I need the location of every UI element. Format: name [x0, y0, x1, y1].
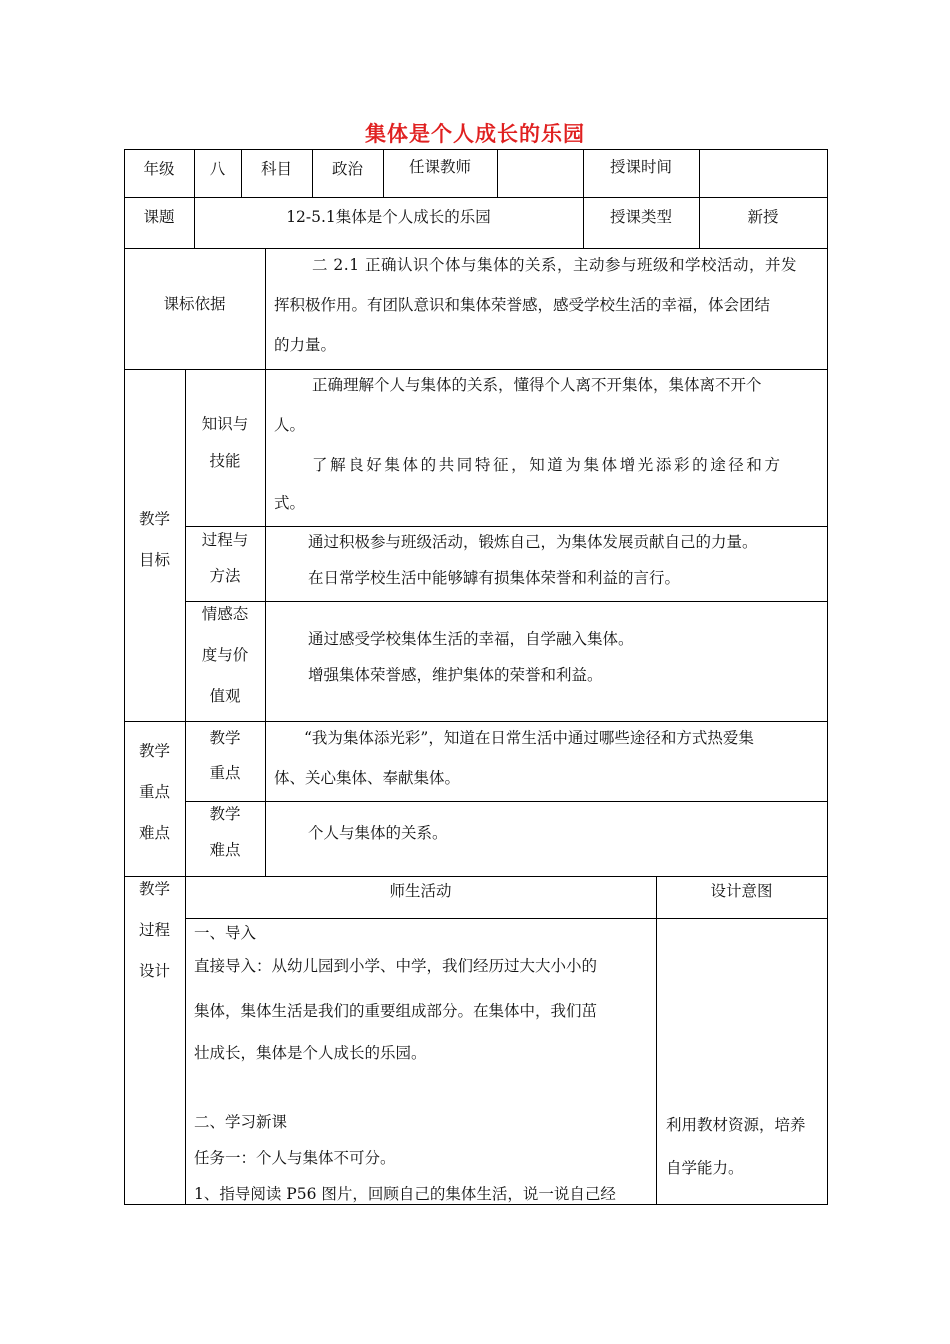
emotion-label: 值观	[209, 687, 241, 705]
table-rule	[265, 369, 266, 876]
standard-line: 的力量。	[274, 336, 337, 354]
knowledge-line: 人。	[274, 416, 306, 434]
process-line: 在日常学校生活中能够罅有损集体荣誉和利益的言行。	[308, 569, 681, 587]
table-rule	[124, 369, 828, 370]
knowledge-label: 知识与	[201, 415, 249, 433]
table-rule	[124, 876, 828, 877]
document-title: 集体是个人成长的乐园	[365, 122, 585, 146]
process-design-label: 设计	[138, 962, 170, 980]
key-points-label: 重点	[138, 783, 170, 801]
activity-line: 壮成长，集体是个人成长的乐园。	[194, 1044, 427, 1062]
table-border-top	[124, 149, 828, 150]
time-label: 授课时间	[609, 158, 672, 176]
teacher-label: 任课教师	[408, 158, 471, 176]
table-rule	[185, 918, 828, 919]
objectives-label: 教学	[138, 510, 170, 528]
table-rule	[497, 149, 498, 197]
standard-label: 课标依据	[163, 295, 226, 313]
intent-line: 利用教材资源，培养	[666, 1116, 806, 1134]
difficulty-label: 难点	[209, 841, 241, 859]
table-rule	[656, 876, 657, 1204]
process-label: 过程与	[201, 531, 249, 549]
subject-label: 科目	[260, 160, 292, 178]
key-points-label: 难点	[138, 824, 170, 842]
process-line: 通过积极参与班级活动，锻炼自己，为集体发展贡献自己的力量。	[308, 533, 758, 551]
difficulty-label: 教学	[209, 805, 241, 823]
table-rule	[699, 149, 700, 248]
difficulty-line: 个人与集体的关系。	[308, 824, 448, 842]
topic-value: 12-5.1集体是个人成长的乐园	[286, 208, 491, 226]
column-header-intent: 设计意图	[710, 882, 773, 900]
lesson-type-label: 授课类型	[609, 208, 672, 226]
column-header-activity: 师生活动	[389, 882, 452, 900]
process-design-label: 教学	[138, 880, 170, 898]
emotion-label: 度与价	[201, 646, 249, 664]
activity-line: 一、导入	[194, 924, 257, 942]
activity-line: 直接导入：从幼儿园到小学、中学，我们经历过大大小小的	[194, 957, 598, 975]
objectives-label: 目标	[138, 551, 170, 569]
knowledge-line: 正确理解个人与集体的关系，懂得个人离不开集体，集体离不开个	[312, 376, 762, 394]
knowledge-label: 技能	[209, 452, 241, 470]
subject-value: 政治	[331, 160, 363, 178]
table-rule	[185, 801, 828, 802]
activity-line: 任务一：个人与集体不可分。	[194, 1149, 396, 1167]
activity-line: 集体，集体生活是我们的重要组成部分。在集体中，我们茁	[194, 1002, 598, 1020]
focus-line: “我为集体添光彩”，知道在日常生活中通过哪些途径和方式热爱集	[304, 729, 754, 747]
table-border-right	[827, 149, 828, 1205]
topic-label: 课题	[143, 208, 175, 226]
grade-label: 年级	[143, 160, 175, 178]
table-rule	[124, 721, 828, 722]
table-rule	[185, 601, 828, 602]
standard-line: 挥积极作用。有团队意识和集体荣誉感，感受学校生活的幸福，体会团结	[274, 296, 771, 314]
focus-label: 重点	[209, 764, 241, 782]
lesson-plan-table	[124, 149, 828, 1205]
table-rule	[265, 248, 266, 369]
emotion-line: 增强集体荣誉感，维护集体的荣誉和利益。	[308, 666, 603, 684]
grade-value: 八	[209, 160, 226, 178]
focus-label: 教学	[209, 729, 241, 747]
focus-line: 体、关心集体、奉献集体。	[274, 769, 461, 787]
table-rule	[124, 248, 828, 249]
process-design-label: 过程	[138, 921, 170, 939]
emotion-label: 情感态	[201, 605, 249, 623]
activity-line: 1、指导阅读 P56 图片，回顾自己的集体生活，说一说自己经	[194, 1185, 616, 1203]
knowledge-line: 了解良好集体的共同特征，知道为集体增光添彩的途径和方	[312, 456, 783, 474]
key-points-label: 教学	[138, 742, 170, 760]
knowledge-line: 式。	[274, 494, 306, 512]
table-border-bottom	[124, 1204, 828, 1205]
emotion-line: 通过感受学校集体生活的幸福，自学融入集体。	[308, 630, 634, 648]
process-label: 方法	[209, 567, 241, 585]
intent-line: 自学能力。	[666, 1159, 744, 1177]
lesson-type-value: 新授	[747, 208, 779, 226]
table-rule	[124, 197, 828, 198]
table-rule	[185, 526, 828, 527]
table-rule	[185, 369, 186, 1204]
activity-line: 二、学习新课	[194, 1113, 288, 1131]
standard-line: 二 2.1 正确认识个体与集体的关系，主动参与班级和学校活动，并发	[312, 256, 798, 274]
